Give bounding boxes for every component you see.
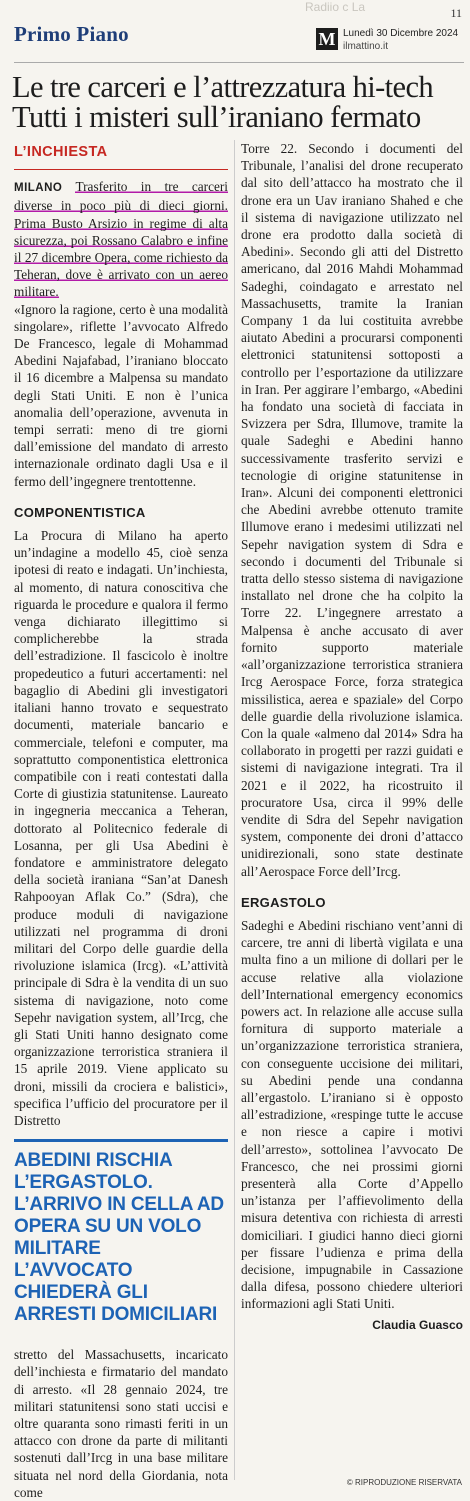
headline-line-2: Tutti i misteri sull’iraniano fermato — [12, 100, 421, 134]
page-header — [0, 0, 470, 64]
subhead-componentistica: COMPONENTISTICA — [14, 504, 146, 520]
lead-paragraph — [14, 178, 228, 300]
kicker: L’INCHIESTA — [14, 144, 108, 160]
dateline: MILANO — [14, 182, 63, 195]
left-column — [14, 140, 228, 1501]
headline-line-1: Le tre carceri e l’attrezzatura hi-tech — [12, 70, 434, 104]
pull-quote-text: ABEDINI RISCHIA L’ERGASTOLO. L’ARRIVO IN CELLA AD OPERA SU UN VOLO MILITARE L’AVVOCATO CHIEDERÀ GLI ARRESTI DOMICILIARI — [14, 1150, 224, 1326]
paragraph: «Ignoro la ragione, certo è una modalità singolare», riflette l’avvocato Alfredo De Francesco, legale di Mohammad Abedini Najafabad, l’iraniano bloccato il 16 dicembre a Malpensa su mandato degli Stati Uniti. E non è l’unica anomalia dell’operazione, avvenuta in tempi serrati: meno di tre giorni dall’emissione del mandato di arresto internazionale ordinato dagli Usa e il fermo dell’ingegnere trentottenne. — [14, 301, 228, 489]
pull-quote — [14, 1139, 228, 1336]
highlighted-lead: Trasferito in tre carceri diverse in poco più di dieci giorni. Prima Busto Arsizio in regime di alta sicurezza, poi Rossano Calabro e infine il 27 dicembre Opera, come richiesto da Teheran, dove è arrivato con un aereo militare. — [14, 179, 228, 300]
right-column — [241, 140, 463, 1334]
paragraph: Torre 22. Secondo i documenti del Tribunale, l’analisi del drone recuperato dal sito dell’attacco ha mostrato che il drone era un Uav iraniano Shahed e che il sistema di navigazione utilizzato nel drone era prodotto dalla società di Abedini». Secondo gli atti del Distretto americano, dal 2016 Mahdi Mohammad Sadeghi, coindagato e arrestato nel Massachusetts, tramite la Iranian Company 1 da lui costituita avrebbe aiutato Abedini a procurarsi componenti elettronici statunitensi sottoposti a controllo per l’esportazione da utilizzare in Iran. Per aggirare l’embargo, «Abedini ha fondato una società di facciata in Svizzera per Sdra, Illumove, tramite la quale Sadeghi e Abedini hanno successivamente trasferito servizi e tecnologie di origine statunitense in Iran». Alcuni dei componenti elettronici che Abedini avrebbe ottenuto tramite Illumove erano i medesimi utilizzati nel Sepehr navigation system di Sdra e secondo i documenti del Tribunale si tratta dello stesso sistema di navigazione installato nel drone che ha colpito la Torre 22. L’ingegnere arrestato a Malpensa è anche accusato di aver fornito supporto materiale «all’organizzazione terroristica straniera Ircg Aerospace Force, forza strategica missilistica, aerea e spaziale» del Corpo delle guardie della rivoluzione islamica. Con la quale «almeno dal 2014» Sdra ha collaborato in progetti per razzi guidati e sistemi di navigazione integrati. Tra il 2021 e il 2022, ha ricostruito il procuratore Usa, circa il 99% delle vendite di Sdra del Sepehr navigation system, componente dei droni d’attacco unidirezionali, sono state destinate all’Aerospace Force dell’Ircg. — [241, 141, 463, 879]
byline: Claudia Guasco — [372, 1317, 463, 1332]
issue-date: Lunedì 30 Dicembre 2024 — [343, 28, 459, 39]
headline — [12, 72, 468, 132]
paragraph: La Procura di Milano ha aperto un’indagine a modello 45, cioè senza ipotesi di reato e indagati. Un’inchiesta, al momento, di natura conoscitiva che riguarda le procedure e qualora il fermo venga dichiarato illegittimo si complicherebbe la strada dell’estradizione. Il fascicolo è inoltre propedeutico a futuri accertamenti: nel bagaglio di Abedini gli investigatori italiani hanno trovato e sequestrato documenti, materiale bancario e commerciale, telefoni e computer, ma soprattutto componentistica elettronica compatibile con i reati contestati dalla Corte di giustizia statunitense. Laureato in ingegneria meccanica a Teheran, dottorato al Politecnico federale di Losanna, per gli Usa Abedini è fondatore e amministratore delegato della società iraniana “San’at Danesh Rahpooyan Aflak Co.” (Sdra), che produce moduli di navigazione utilizzati nel programma di droni militari del Corpo delle guardie della rivoluzione islamica (Ircg). «L’attività principale di Sdra è la vendita di un suo sistema di navigazione, noto come Sepehr navigation system, all’Ircg, che gli Stati Uniti hanno designato come organizzazione terroristica straniera il 15 aprile 2019. Viene applicato su droni, missili da crociera e balistici», specifica l’ufficio del procuratore per il Distretto — [14, 528, 228, 1128]
copyright-notice: © RIPRODUZIONE RISERVATA — [346, 1478, 462, 1487]
section-label: Primo Piano — [14, 22, 129, 46]
header-rule — [14, 62, 464, 63]
subhead-ergastolo: ERGASTOLO — [241, 894, 326, 910]
newspaper-logo: M — [316, 28, 338, 50]
paragraph: stretto del Massachusetts, incaricato dell’inchiesta e firmatario del mandato di arresto. «Il 28 gennaio 2024, tre militari statunitensi sono stati uccisi e oltre quaranta sono rimasti feriti in un attacco con drone da parte di militanti sostenuti dall’Ircg in una base militare situata nel nord della Giordania, nota come — [14, 1347, 228, 1500]
bleed-through-text: Radiio c La — [305, 0, 366, 14]
kicker-rule — [14, 169, 228, 170]
page-number: 11 — [450, 6, 462, 20]
site-url: ilmattino.it — [343, 41, 389, 52]
paragraph: Sadeghi e Abedini rischiano vent’anni di carcere, tre anni di libertà vigilata e una multa fino a un milione di dollari per le accuse relative alla violazione dell’International emergency economics powers act. In relazione alle accuse sulla fornitura di supporto materiale a un’organizzazione terroristica straniera, con conseguente uccisione dei militari, su Abedini pende una condanna all’ergastolo. L’iraniano si è opposto all’estradizione, «respinge tutte le accuse e non riesce a capire i motivi dell’arresto», sottolinea l’avvocato De Francesco, che nei prossimi giorni presenterà alla Corte d’Appello un’istanza per l’affievolimento della misura detentiva con richiesta di arresti domiciliari. I giudici hanno dieci giorni per fissare l’udienza e prima della decisione, impugnabile in Cassazione dalla difesa, possono chiedere ulteriori informazioni agli Stati Uniti. — [241, 917, 463, 1312]
